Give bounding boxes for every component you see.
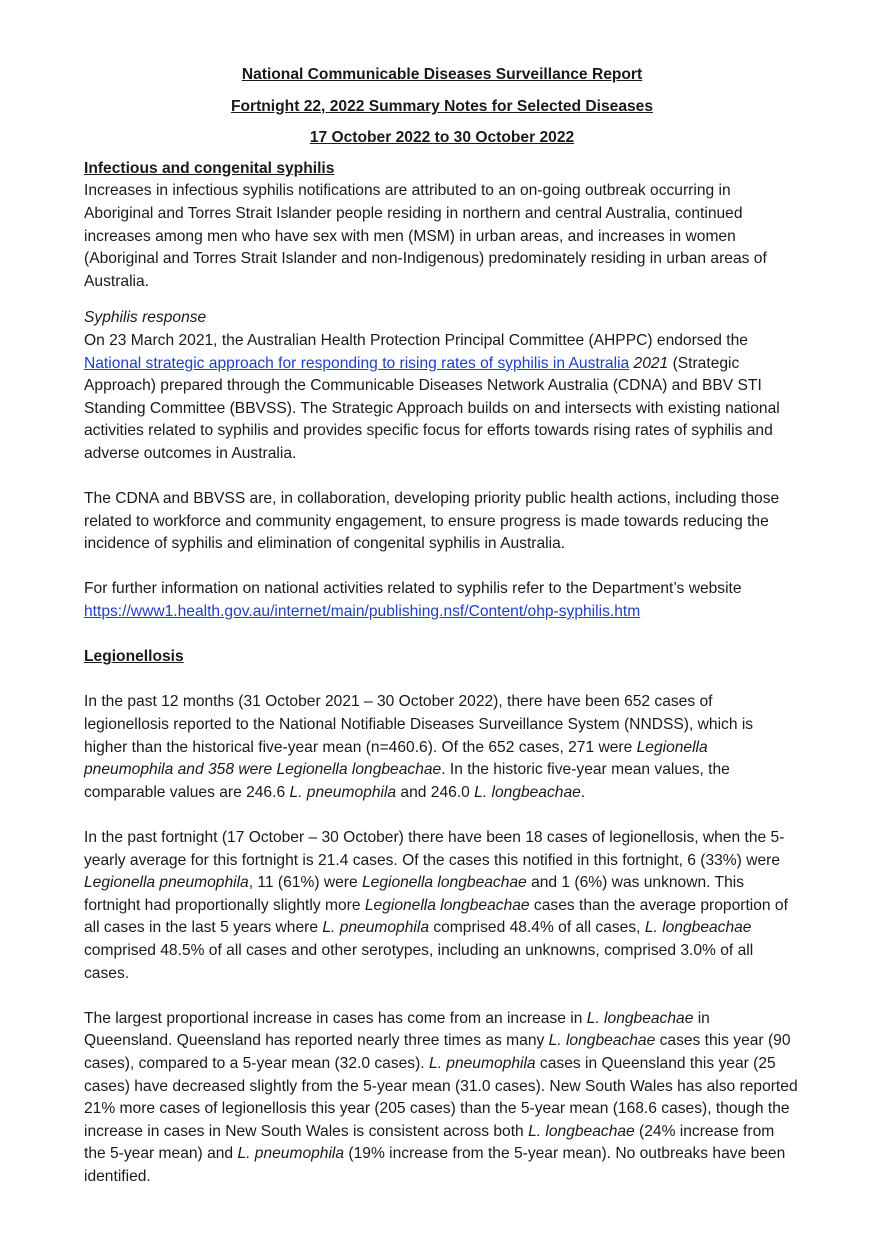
- strategic-approach-link[interactable]: National strategic approach for responding to rising rates of syphilis in Australia: [84, 354, 630, 372]
- syphilis-response-heading: Syphilis response: [84, 309, 207, 327]
- report-title: National Communicable Diseases Surveillance Report: [241, 66, 643, 83]
- syphilis-intro: Increases in infectious syphilis notifications are attributed to an on-going outbreak occurring in Aboriginal and Torres Strait Islander people residing in northern and central Australia, continued increases among men who have sex with men (MSM) in urban areas, and increases in women (Aboriginal and Torres Strait Islander and non-Indigenous) predominately residing in urban areas of Australia.: [84, 182, 767, 290]
- legionellosis-paragraph-1: In the past 12 months (31 October 2021 – 30 October 2022), there have been 652 cases of legionellosis reported to the National Notifiable Diseases Surveillance System (NNDSS), which is higher than the historical five-year mean (n=460.6). Of the 652 cases, 271 were Legionella pneumophila and 358 were Legionella longbeachae. In the historic five-year mean values, the comparable values are 246.6 L. pneumophila and 246.0 L. longbeachae.: [84, 693, 754, 801]
- department-website-link[interactable]: https://www1.health.gov.au/internet/main/publishing.nsf/Content/ohp-syphilis.htm: [84, 603, 641, 621]
- legionellosis-paragraph-3: The largest proportional increase in cases has come from an increase in L. longbeachae in Queensland. Queensland has reported nearly three times as many L. longbeachae cases this year (90 cases), compared to a 5-year mean (32.0 cases). L. pneumophila cases in Queensland this year (25 cases) have decreased slightly from the 5-year mean (31.0 cases). New South Wales has also reported 21% more cases of legionellosis this year (205 cases) than the 5-year mean (168.6 cases), though the increase in cases in New South Wales is consistent across both L. longbeachae (24% increase from the 5-year mean) and L. pneumophila (19% increase from the 5-year mean). No outbreaks have been identified.: [84, 1009, 798, 1185]
- further-info-paragraph: For further information on national activities related to syphilis refer to the Department’s website: [84, 580, 742, 598]
- syphilis-heading: Infectious and congenital syphilis: [84, 159, 335, 177]
- report-subtitle: Fortnight 22, 2022 Summary Notes for Selected Diseases: [230, 97, 654, 115]
- department-website-link-line: [84, 601, 800, 624]
- cdna-paragraph: The CDNA and BBVSS are, in collaboration, developing priority public health actions, including those related to workforce and community engagement, to ensure progress is made towards reducing the incidence of syphilis and elimination of congenital syphilis in Australia.: [84, 490, 780, 553]
- legionellosis-heading: Legionellosis: [84, 648, 184, 666]
- legionellosis-paragraph-2: In the past fortnight (17 October – 30 October) there have been 18 cases of legionellosis, when the 5-yearly average for this fortnight is 21.4 cases. Of the cases this notified in this fortnight, 6 (33%) were Legionella pneumophila, 11 (61%) were Legionella longbeachae and 1 (6%) was unknown. This fortnight had proportionally slightly more Legionella longbeachae cases than the average proportion of all cases in the last 5 years where L. pneumophila comprised 48.4% of all cases, L. longbeachae comprised 48.5% of all cases and other serotypes, including an unknowns, comprised 3.0% of all cases.: [84, 829, 788, 982]
- report-date-range: 17 October 2022 to 30 October 2022: [309, 129, 575, 147]
- syphilis-response-paragraph: On 23 March 2021, the Australian Health Protection Principal Committee (AHPPC) endorsed the National strategic approach for responding to rising rates of syphilis in Australia 2021 (Strategic Approach) prepared through the Communicable Diseases Network Australia (CDNA) and BBV STI Standing Committee (BBVSS). The Strategic Approach builds on and intersects with existing national activities related to syphilis and provides specific focus for efforts towards rising rates of syphilis and adverse outcomes in Australia.: [84, 331, 780, 462]
- report-page: [84, 64, 800, 1189]
